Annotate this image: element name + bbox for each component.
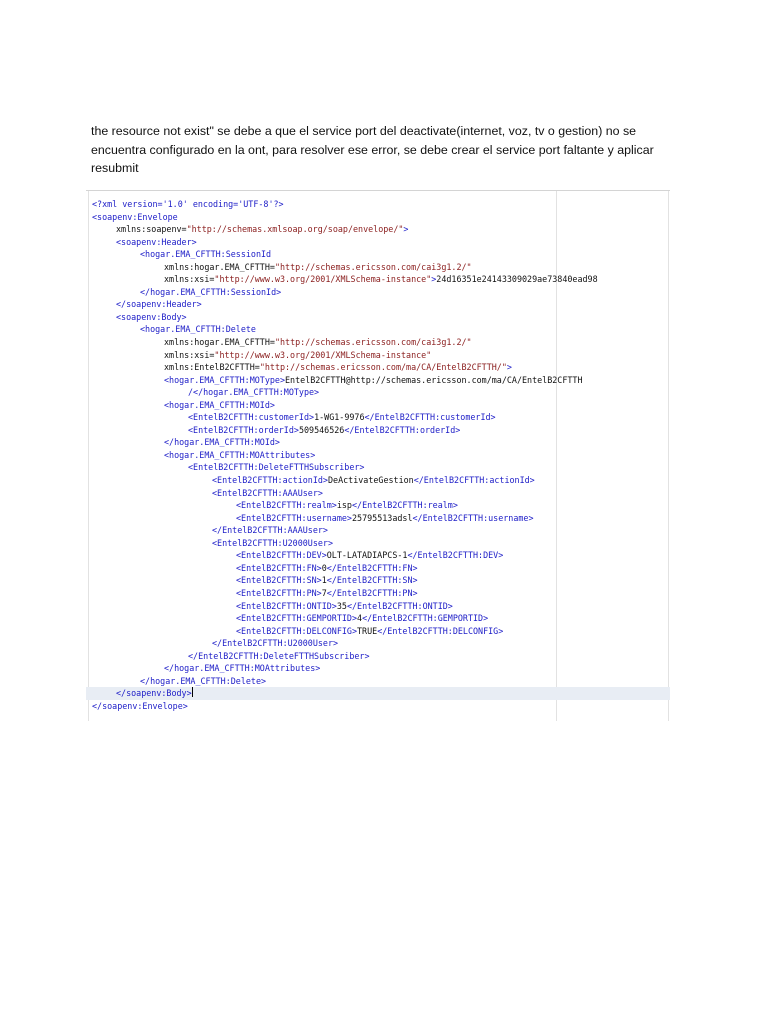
code-token: </hogar.EMA_CFTTH:SessionId> — [140, 286, 282, 297]
code-line — [86, 311, 670, 324]
code-token: <EntelB2CFTTH:username> — [236, 512, 352, 523]
code-token: </hogar.EMA_CFTTH:MOAttributes> — [164, 663, 321, 674]
code-token: "http://www.w3.org/2001/XMLSchema-instance" — [214, 349, 432, 360]
code-token: "http://schemas.ericsson.com/cai3g1.2/" — [274, 261, 472, 272]
code-token: xmlns:EntelB2CFTTH= — [164, 362, 260, 373]
code-token: </hogar.EMA_CFTTH:MOId> — [164, 437, 280, 448]
code-token: </EntelB2CFTTH:customerId> — [364, 412, 496, 423]
code-token: </EntelB2CFTTH:SN> — [326, 575, 418, 586]
code-token: <EntelB2CFTTH:actionId> — [212, 475, 328, 486]
code-line — [86, 687, 670, 700]
code-line — [86, 562, 670, 575]
code-line — [86, 625, 670, 638]
code-token: </EntelB2CFTTH:GEMPORTID> — [362, 613, 489, 624]
code-token: <EntelB2CFTTH:DeleteFTTHSubscriber> — [188, 462, 365, 473]
code-line — [86, 298, 670, 311]
code-token: xmlns:hogar.EMA_CFTTH= — [164, 261, 275, 272]
code-token: <EntelB2CFTTH:orderId> — [188, 424, 299, 435]
code-token: <hogar.EMA_CFTTH:MOAttributes> — [164, 449, 316, 460]
code-token: </EntelB2CFTTH:AAAUser> — [212, 525, 328, 536]
code-token: > — [431, 274, 437, 285]
paragraph-text: the resource not exist" se debe a que el service port del deactivate(internet, voz, tv o gestion) no se encuentra configurado en la ont, para resolver ese error, se debe crear el service port faltante y aplicar resubmit — [91, 124, 654, 175]
code-token: <hogar.EMA_CFTTH:Delete — [140, 324, 256, 335]
code-token: <EntelB2CFTTH:DEV> — [236, 550, 327, 561]
code-token: <EntelB2CFTTH:SN> — [236, 575, 322, 586]
code-token: 35 — [336, 600, 347, 611]
code-token: xmlns:xsi= — [164, 274, 215, 285]
code-line — [86, 700, 670, 713]
code-token: xmlns:hogar.EMA_CFTTH= — [164, 337, 275, 348]
code-token: </soapenv:Body> — [116, 688, 192, 699]
code-token: <soapenv:Header> — [116, 236, 197, 247]
code-line — [86, 499, 670, 512]
code-token: </EntelB2CFTTH:orderId> — [344, 424, 461, 435]
code-line — [86, 436, 670, 449]
code-line — [86, 361, 670, 374]
code-line — [86, 399, 670, 412]
code-line — [86, 336, 670, 349]
code-token: 7 — [321, 587, 327, 598]
code-line — [86, 223, 670, 236]
code-token: </EntelB2CFTTH:U2000User> — [212, 638, 339, 649]
code-token: "http://schemas.ericsson.com/ma/CA/EntelB2CFTTH/" — [259, 362, 507, 373]
code-token: </EntelB2CFTTH:username> — [412, 512, 534, 523]
code-token: </EntelB2CFTTH:ONTID> — [346, 600, 453, 611]
code-line — [86, 386, 670, 399]
code-token: <soapenv:Body> — [116, 311, 187, 322]
code-token: 0 — [321, 562, 327, 573]
code-token: xmlns:soapenv= — [116, 224, 187, 235]
code-token: /</hogar.EMA_CFTTH:MOType> — [188, 387, 320, 398]
code-token: </soapenv:Envelope> — [92, 700, 188, 711]
code-token: OLT-LATADIAPCS-1 — [326, 550, 408, 561]
code-line — [86, 198, 670, 211]
code-line — [86, 211, 670, 224]
code-token: <EntelB2CFTTH:DELCONFIG> — [236, 625, 358, 636]
code-token: <hogar.EMA_CFTTH:SessionId — [140, 249, 272, 260]
code-token: EntelB2CFTTH@http://schemas.ericsson.com/ma/CA/EntelB2CFTTH — [285, 374, 583, 385]
code-line — [86, 349, 670, 362]
code-token: </EntelB2CFTTH:PN> — [326, 587, 418, 598]
code-line — [86, 273, 670, 286]
code-token: <hogar.EMA_CFTTH:MOId> — [164, 399, 275, 410]
code-line — [86, 600, 670, 613]
code-token: 1 — [321, 575, 327, 586]
code-token: isp — [336, 500, 352, 511]
code-token: > — [506, 362, 512, 373]
code-token: 4 — [357, 613, 363, 624]
code-token: <EntelB2CFTTH:realm> — [236, 500, 337, 511]
code-token: <soapenv:Envelope — [92, 211, 178, 222]
code-line — [86, 286, 670, 299]
code-token: </soapenv:Header> — [116, 299, 202, 310]
code-token: "http://www.w3.org/2001/XMLSchema-instance" — [214, 274, 432, 285]
code-token: > — [403, 224, 409, 235]
code-token: </EntelB2CFTTH:actionId> — [413, 475, 535, 486]
code-line — [86, 587, 670, 600]
code-token: 509546526 — [298, 424, 345, 435]
code-token: "http://schemas.ericsson.com/cai3g1.2/" — [274, 337, 472, 348]
code-line — [86, 374, 670, 387]
code-line — [86, 612, 670, 625]
code-line — [86, 236, 670, 249]
code-token: <EntelB2CFTTH:customerId> — [188, 412, 315, 423]
code-token: <EntelB2CFTTH:ONTID> — [236, 600, 337, 611]
code-line — [86, 662, 670, 675]
code-line — [86, 261, 670, 274]
code-token: xmlns:xsi= — [164, 349, 215, 360]
code-token: </EntelB2CFTTH:DELCONFIG> — [377, 625, 504, 636]
xml-code-block — [86, 198, 670, 712]
code-token: <EntelB2CFTTH:AAAUser> — [212, 487, 323, 498]
code-token: <?xml version='1.0' encoding='UTF-8'?> — [92, 199, 284, 209]
code-line — [86, 487, 670, 500]
code-token: DeActivateGestion — [327, 475, 414, 486]
code-line — [86, 512, 670, 525]
code-token: 1-WG1-9976 — [314, 412, 365, 423]
code-token: 24d16351e24143309029ae73840ead98 — [436, 274, 598, 285]
code-line — [86, 637, 670, 650]
text-cursor — [192, 687, 193, 697]
code-token: <hogar.EMA_CFTTH:MOType> — [164, 374, 286, 385]
code-line — [86, 524, 670, 537]
code-line — [86, 675, 670, 688]
code-token: </EntelB2CFTTH:FN> — [326, 562, 418, 573]
code-token: </EntelB2CFTTH:DeleteFTTHSubscriber> — [188, 650, 370, 661]
code-token: <EntelB2CFTTH:U2000User> — [212, 537, 334, 548]
code-line — [86, 449, 670, 462]
code-token: </hogar.EMA_CFTTH:Delete> — [140, 675, 267, 686]
code-token: <EntelB2CFTTH:FN> — [236, 562, 322, 573]
code-line — [86, 248, 670, 261]
code-token: "http://schemas.xmlsoap.org/soap/envelope/" — [186, 224, 404, 235]
code-token: </EntelB2CFTTH:realm> — [351, 500, 458, 511]
code-line — [86, 574, 670, 587]
code-line — [86, 537, 670, 550]
code-line — [86, 461, 670, 474]
code-token: 25795513adsl — [351, 512, 413, 523]
code-line — [86, 323, 670, 336]
code-token: <EntelB2CFTTH:GEMPORTID> — [236, 613, 358, 624]
code-line — [86, 411, 670, 424]
code-line — [86, 424, 670, 437]
code-token: TRUE — [357, 625, 378, 636]
code-token: <EntelB2CFTTH:PN> — [236, 587, 322, 598]
code-line — [86, 549, 670, 562]
code-token: </EntelB2CFTTH:DEV> — [407, 550, 504, 561]
code-line — [86, 474, 670, 487]
xml-code-screenshot — [86, 190, 670, 721]
code-line — [86, 650, 670, 663]
